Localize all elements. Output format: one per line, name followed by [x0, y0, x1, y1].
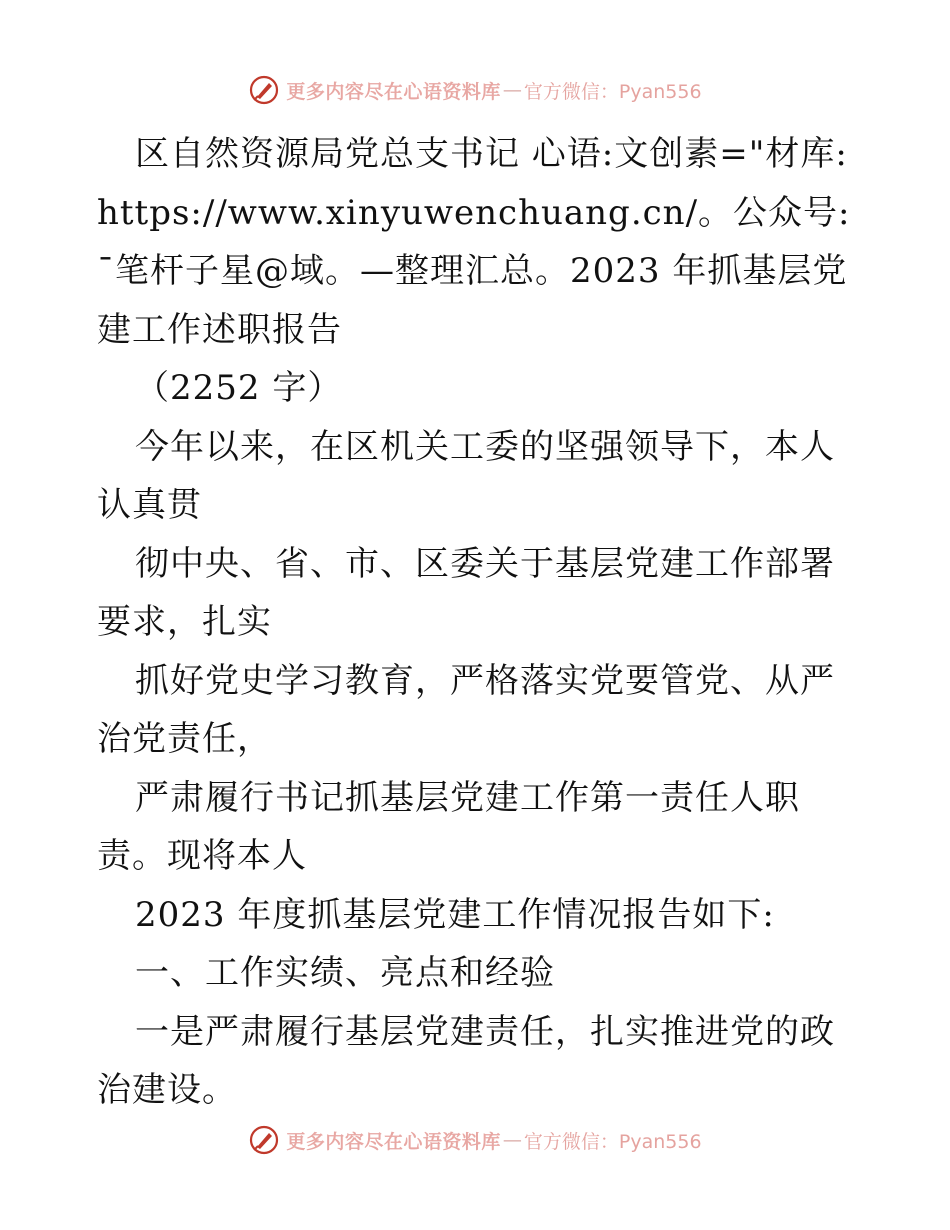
body-paragraph-4: 严肃履行书记抓基层党建工作第一责任人职责。现将本人: [97, 777, 800, 876]
footer-banner-text: 更多内容尽在心语资料库: [286, 1130, 501, 1153]
body-paragraph-6: 一是严肃履行基层党建责任，扎实推进党的政治建设。: [97, 1011, 835, 1110]
footer-watermark-banner: [0, 1120, 950, 1160]
intro-paragraph: 区自然资源局党总支书记 心语:文创素="材库: https://www.xinyuwenchuang.cn/。公众号: ¯笔杆子星@域。—整理汇总。2023 年抓基层党建工作述职报告: [97, 134, 851, 350]
body-paragraph-1: 今年以来，在区机关工委的坚强领导下，本人认真贯: [97, 426, 835, 525]
footer-banner-separator: —: [502, 1129, 522, 1151]
quill-pen-logo-icon: [248, 74, 280, 106]
body-paragraph-2: 彻中央、省、市、区委关于基层党建工作部署要求，扎实: [97, 543, 835, 642]
section-heading-1: 一、工作实绩、亮点和经验: [135, 953, 555, 993]
header-watermark-banner: [0, 70, 950, 110]
header-banner-contact: 官方微信：Pyan556: [523, 80, 702, 103]
document-body: [97, 125, 857, 1120]
header-banner-separator: —: [502, 79, 522, 101]
header-banner-text: 更多内容尽在心语资料库: [286, 80, 501, 103]
word-count: （2252 字）: [135, 368, 343, 408]
body-paragraph-3: 抓好党史学习教育，严格落实党要管党、从严治党责任，: [97, 660, 835, 759]
footer-banner-contact: 官方微信：Pyan556: [523, 1130, 702, 1153]
body-paragraph-5: 2023 年度抓基层党建工作情况报告如下:: [135, 894, 775, 935]
quill-pen-logo-icon: [248, 1124, 280, 1156]
